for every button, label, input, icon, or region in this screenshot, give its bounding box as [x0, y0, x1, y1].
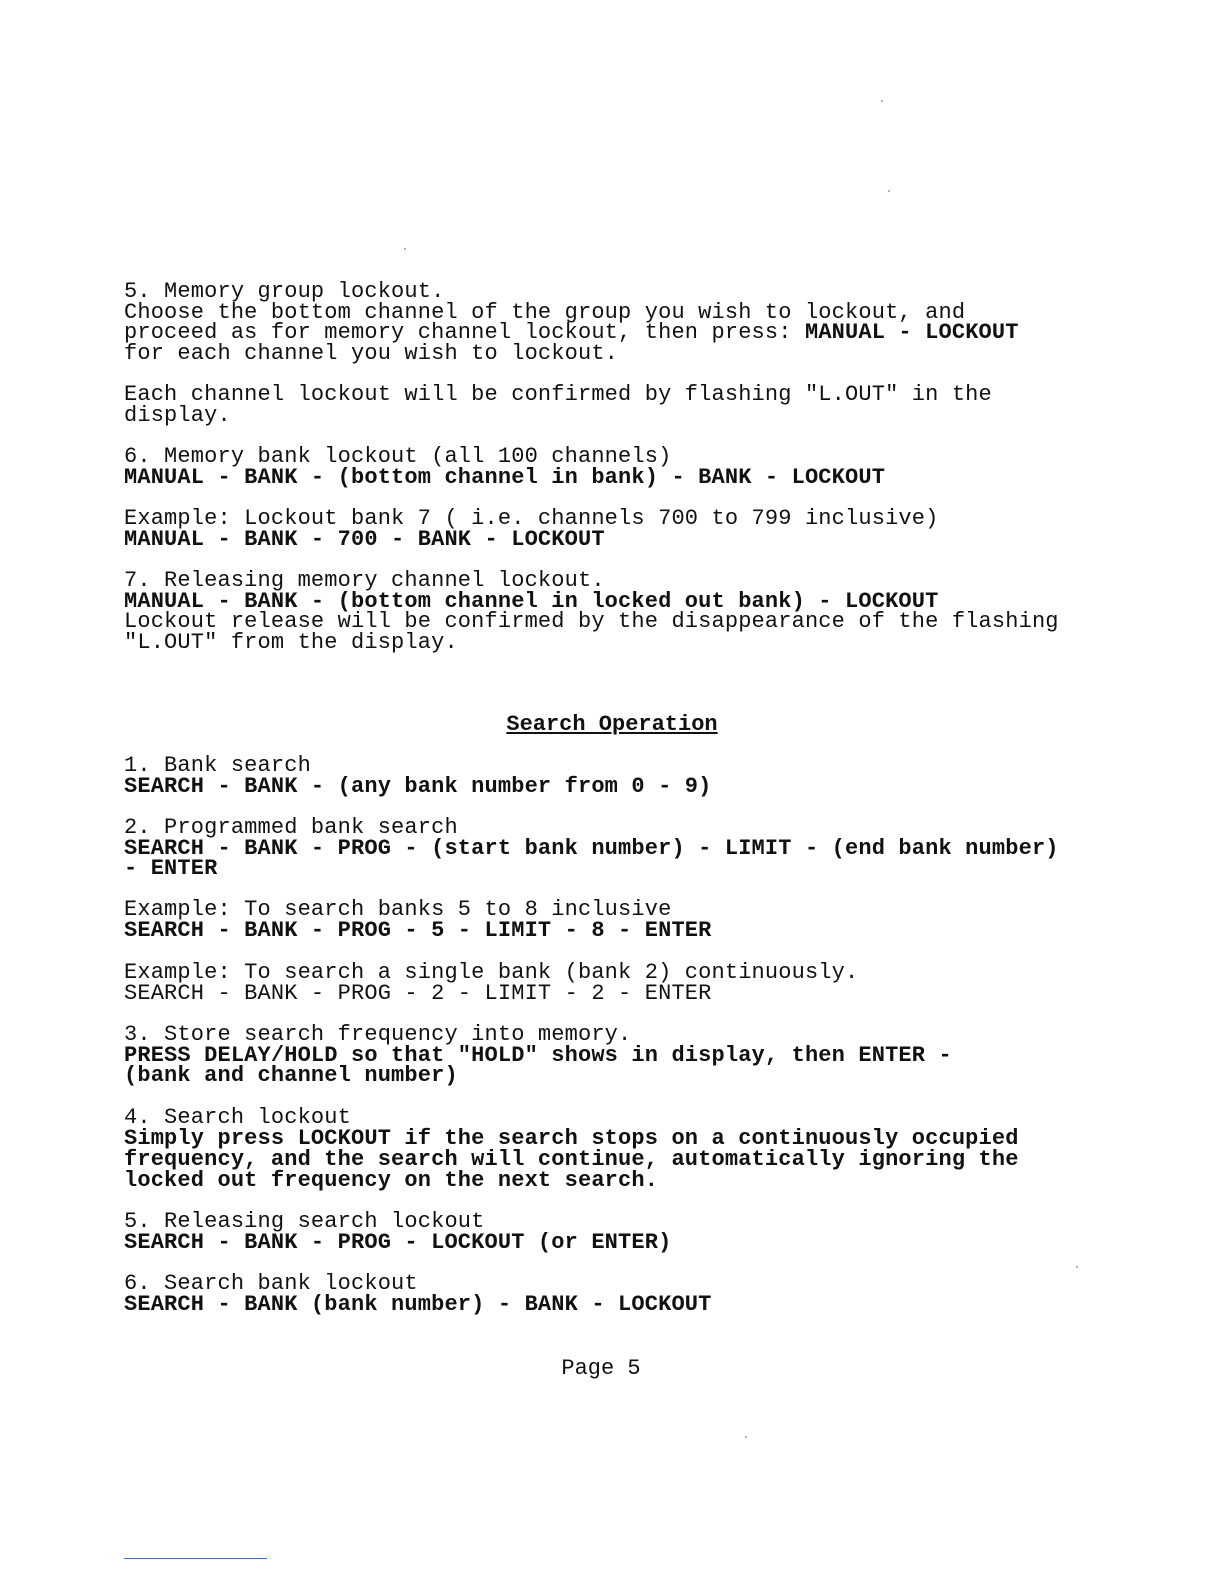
search-lockout-line-2: frequency, and the search will continue, automatically ignoring the — [124, 1147, 1019, 1172]
store-search-keys-2: (bank and channel number) — [124, 1063, 458, 1088]
programmed-bank-search-title: 2. Programmed bank search — [124, 815, 458, 840]
scan-speck — [888, 190, 890, 192]
footnote-rule — [124, 1558, 267, 1559]
example-single-bank-text: Example: To search a single bank (bank 2) continuously. — [124, 960, 859, 985]
releasing-lockout-title: 7. Releasing memory channel lockout. — [124, 568, 605, 593]
example-single-bank-keys: SEARCH - BANK - PROG - 2 - LIMIT - 2 - ENTER — [124, 981, 712, 1006]
example-bank7-text: Example: Lockout bank 7 ( i.e. channels 700 to 799 inclusive) — [124, 506, 939, 531]
search-lockout-line-1: Simply press LOCKOUT if the search stops on a continuously occupied — [124, 1126, 1019, 1151]
example-banks-5-8-keys: SEARCH - BANK - PROG - 5 - LIMIT - 8 - ENTER — [124, 918, 712, 943]
example-bank7-keys: MANUAL - BANK - 700 - BANK - LOCKOUT — [124, 527, 605, 552]
search-bank-lockout-title: 6. Search bank lockout — [124, 1271, 418, 1296]
scan-speck — [404, 248, 406, 250]
store-search-keys-1: PRESS DELAY/HOLD so that "HOLD" shows in display, then ENTER - — [124, 1043, 952, 1068]
memory-group-lockout-keys: MANUAL - LOCKOUT — [804, 320, 1019, 345]
store-search-title: 3. Store search frequency into memory. — [124, 1022, 632, 1047]
memory-group-lockout-line-3: for each channel you wish to lockout. — [124, 341, 619, 366]
scan-speck — [881, 100, 883, 102]
memory-group-lockout-text: proceed as for memory channel lockout, then press: — [124, 320, 805, 345]
search-lockout-title: 4. Search lockout — [124, 1105, 351, 1130]
releasing-search-lockout-keys: SEARCH - BANK - PROG - LOCKOUT (or ENTER) — [124, 1230, 672, 1255]
scan-speck — [1076, 1266, 1078, 1268]
releasing-lockout-keys: MANUAL - BANK - (bottom channel in locked out bank) - LOCKOUT — [124, 589, 939, 614]
programmed-bank-search-keys-2: - ENTER — [124, 856, 218, 881]
memory-group-lockout-title: 5. Memory group lockout. — [124, 279, 445, 304]
lockout-confirm-line-1: Each channel lockout will be confirmed by flashing "L.OUT" in the — [124, 382, 992, 407]
bank-search-title: 1. Bank search — [124, 753, 311, 778]
memory-group-lockout-line-1: Choose the bottom channel of the group you wish to lockout, and — [124, 300, 966, 325]
page-number: Page 5 — [561, 1356, 641, 1381]
releasing-lockout-line-2: "L.OUT" from the display. — [124, 630, 458, 655]
lockout-confirm-line-2: display. — [124, 403, 231, 428]
releasing-search-lockout-title: 5. Releasing search lockout — [124, 1209, 485, 1234]
programmed-bank-search-keys-1: SEARCH - BANK - PROG - (start bank number) - LIMIT - (end bank number) — [124, 836, 1059, 861]
search-bank-lockout-keys: SEARCH - BANK (bank number) - BANK - LOCKOUT — [124, 1292, 712, 1317]
scan-speck — [745, 1436, 747, 1438]
search-operation-heading: Search Operation — [506, 712, 718, 737]
memory-group-lockout-line-2 — [124, 322, 1019, 343]
releasing-lockout-line-1: Lockout release will be confirmed by the disappearance of the flashing — [124, 609, 1059, 634]
example-banks-5-8-text: Example: To search banks 5 to 8 inclusive — [124, 897, 672, 922]
search-lockout-line-3: locked out frequency on the next search. — [124, 1168, 659, 1193]
memory-bank-lockout-keys: MANUAL - BANK - (bottom channel in bank) - BANK - LOCKOUT — [124, 465, 886, 490]
bank-search-keys: SEARCH - BANK - (any bank number from 0 - 9) — [124, 774, 712, 799]
memory-bank-lockout-title: 6. Memory bank lockout (all 100 channels) — [124, 444, 672, 469]
